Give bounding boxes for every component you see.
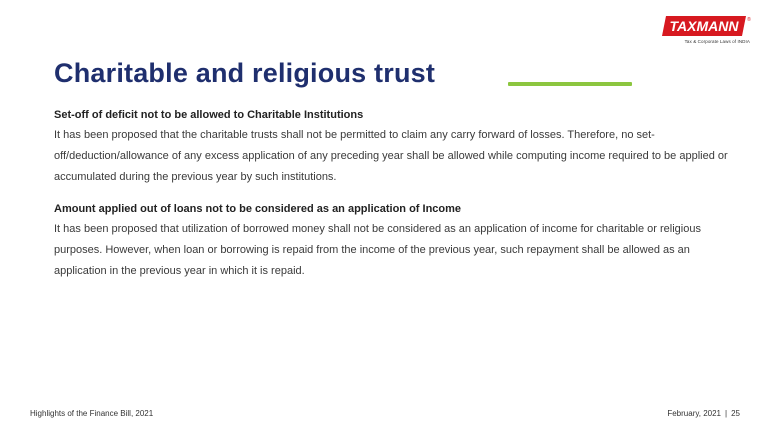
- section-set-off-deficit: [54, 108, 734, 188]
- title-accent-rule: [508, 82, 632, 86]
- footer-separator: |: [725, 409, 728, 418]
- logo-tagline: Tax & Corporate Laws of INDIA: [684, 39, 750, 44]
- taxmann-logo: [660, 14, 752, 48]
- footer-page-info: [667, 409, 740, 418]
- section-heading: Set-off of deficit not to be allowed to Charitable Institutions: [54, 109, 364, 121]
- page-number: 25: [731, 409, 740, 418]
- section-loans-application: [54, 202, 734, 282]
- registered-mark: ®: [747, 17, 751, 23]
- slide-title: Charitable and religious trust: [54, 58, 436, 88]
- logo-wordmark: TAXMANN: [669, 18, 739, 34]
- section-body: It has been proposed that utilization of borrowed money shall not be considered as an application of income for charitable or religious purposes. However, when loan or borrowing is repaid from the income of the previous year, such repayment shall be allowed as an application in the previous year in which it is repaid.: [54, 223, 701, 277]
- section-body: It has been proposed that the charitable trusts shall not be permitted to claim any carry forward of losses. Therefore, no set-off/deduction/allowance of any excess application of any preceding year shall be allowed while computing income required to be applied or accumulated during the previous year by such institutions.: [54, 129, 728, 183]
- taxmann-logo-icon: [660, 14, 752, 40]
- slide-content: [54, 108, 734, 296]
- footer-date: February, 2021: [667, 409, 722, 418]
- section-heading: Amount applied out of loans not to be considered as an application of Income: [54, 203, 462, 215]
- footer-publication-title: Highlights of the Finance Bill, 2021: [30, 409, 154, 418]
